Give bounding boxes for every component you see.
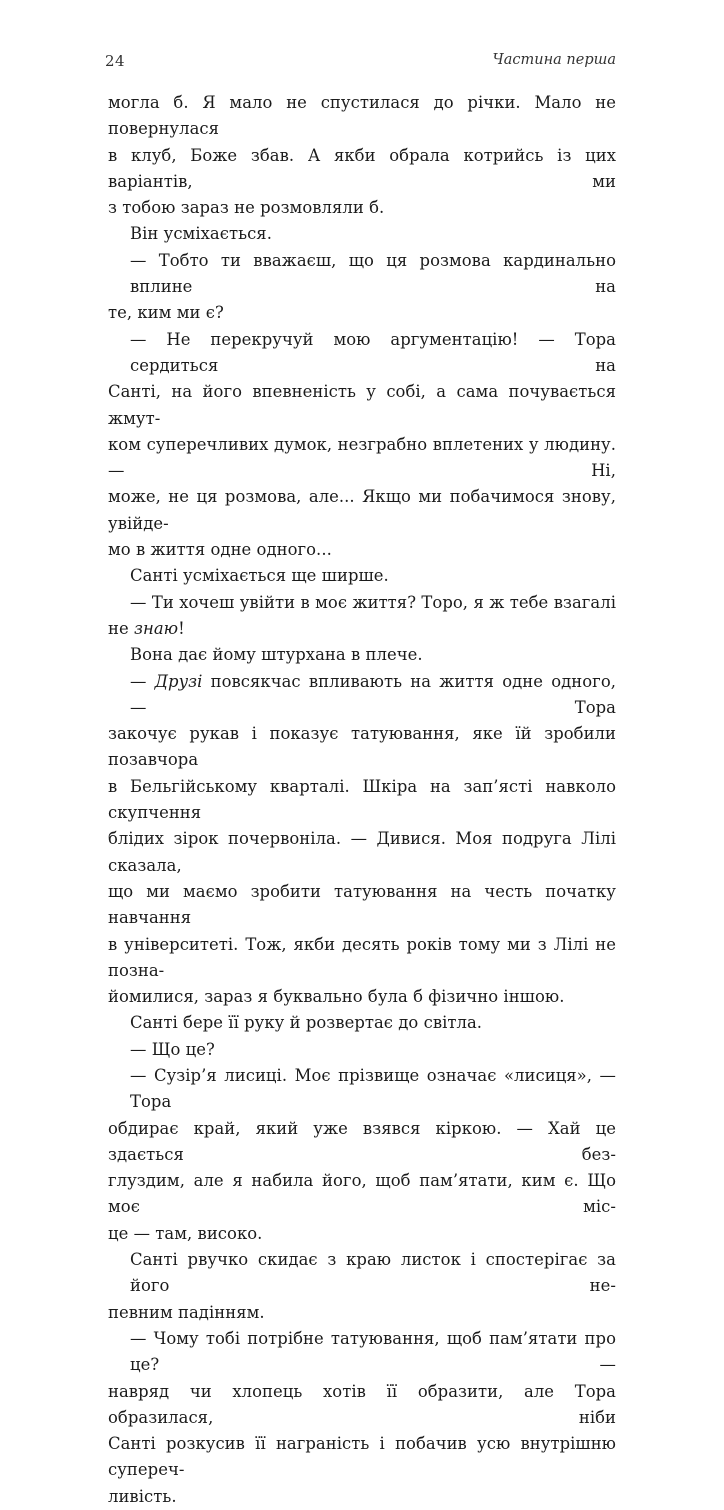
paragraph	[108, 1063, 616, 1247]
running-header: Частина перша	[492, 52, 616, 68]
text-line: мо в життя одне одного...	[108, 540, 332, 560]
text-line: — Чому тобі потрібне татуювання, щоб пам’ятати про це? —	[130, 1328, 616, 1375]
text-line: в Бельгійському кварталі. Шкіра на зап’ясті навколо скупчення	[108, 776, 616, 823]
text-line: — Що це?	[130, 1039, 215, 1059]
text-line: закочує рукав і показує татуювання, яке їй зробили позавчора	[108, 724, 616, 770]
text-line: Він усміхається.	[130, 224, 272, 244]
text-line: йомилися, зараз я буквально була б фізично іншою.	[108, 987, 565, 1007]
text-line: могла б. Я мало не спустилася до річки. Мало не повернулася	[108, 93, 616, 139]
text-line: Санті, на його впевненість у собі, а сама почувається жмут-	[108, 382, 616, 428]
text-line: — Тобто ти вважаєш, що ця розмова кардинально вплине на	[130, 250, 616, 297]
text-line: — Друзі повсякчас впливають на життя одне одного, — Тора	[130, 671, 616, 717]
text-line: Санті усміхається ще ширше.	[130, 566, 389, 586]
paragraph	[108, 248, 616, 327]
text-line: в університеті. Тож, якби десять років тому ми з Лілі не позна-	[108, 934, 616, 980]
paragraph	[108, 90, 616, 221]
emphasis: знаю	[134, 618, 179, 638]
paragraph	[108, 1326, 616, 1510]
text-line: блідих зірок почервоніла. — Дивися. Моя подруга Лілі сказала,	[108, 829, 616, 875]
text-line: Санті розкусив її награність і побачив усю внутрішню супереч-	[108, 1434, 616, 1480]
paragraph	[108, 669, 616, 1011]
paragraph	[108, 1247, 616, 1326]
text-line: в клуб, Боже збав. А якби обрала котрийсь із цих варіантів, ми	[108, 145, 616, 191]
text-line: ком суперечливих думок, незграбно вплетених у людину. — Ні,	[108, 434, 616, 481]
text-line: глуздим, але я набила його, щоб пам’ятати, ким є. Що моє міс-	[108, 1171, 616, 1217]
page-number: 24	[105, 52, 126, 70]
text-line: обдирає край, який уже взявся кіркою. — Хай це здається без-	[108, 1118, 616, 1164]
paragraph	[108, 590, 616, 643]
text-line: Санті рвучко скидає з краю листок і спостерігає за його не-	[130, 1250, 616, 1296]
paragraph	[108, 642, 616, 668]
text-line: Санті бере її руку й розвертає до світла.	[130, 1013, 483, 1033]
emphasis: Друзі	[154, 671, 203, 691]
paragraph	[108, 327, 616, 564]
body-text	[108, 90, 616, 1510]
text-line: ливість.	[108, 1486, 177, 1506]
text-line: те, ким ми є?	[108, 303, 224, 323]
text-line: Вона дає йому штурхана в плече.	[130, 645, 423, 665]
paragraph	[108, 221, 616, 247]
text-line: — Не перекручуй мою аргументацію! — Тора сердиться на	[130, 329, 616, 375]
text-line: навряд чи хлопець хотів її образити, але Тора образилася, ніби	[108, 1381, 616, 1427]
text-line: може, не ця розмова, але... Якщо ми побачимося знову, увійде-	[108, 487, 616, 533]
text-line: — Ти хочеш увійти в моє життя? Торо, я ж тебе взагалі	[130, 592, 616, 612]
text-line: певним падінням.	[108, 1302, 265, 1322]
text-line: це — там, високо.	[108, 1223, 263, 1243]
text-line: що ми маємо зробити татуювання на честь початку навчання	[108, 881, 616, 928]
text-line: — Сузір’я лисиці. Моє прізвище означає «лисиця», — Тора	[130, 1065, 616, 1112]
paragraph	[108, 1037, 616, 1063]
paragraph	[108, 563, 616, 589]
text-line: з тобою зараз не розмовляли б.	[108, 198, 385, 218]
text-line: не знаю!	[108, 618, 185, 638]
